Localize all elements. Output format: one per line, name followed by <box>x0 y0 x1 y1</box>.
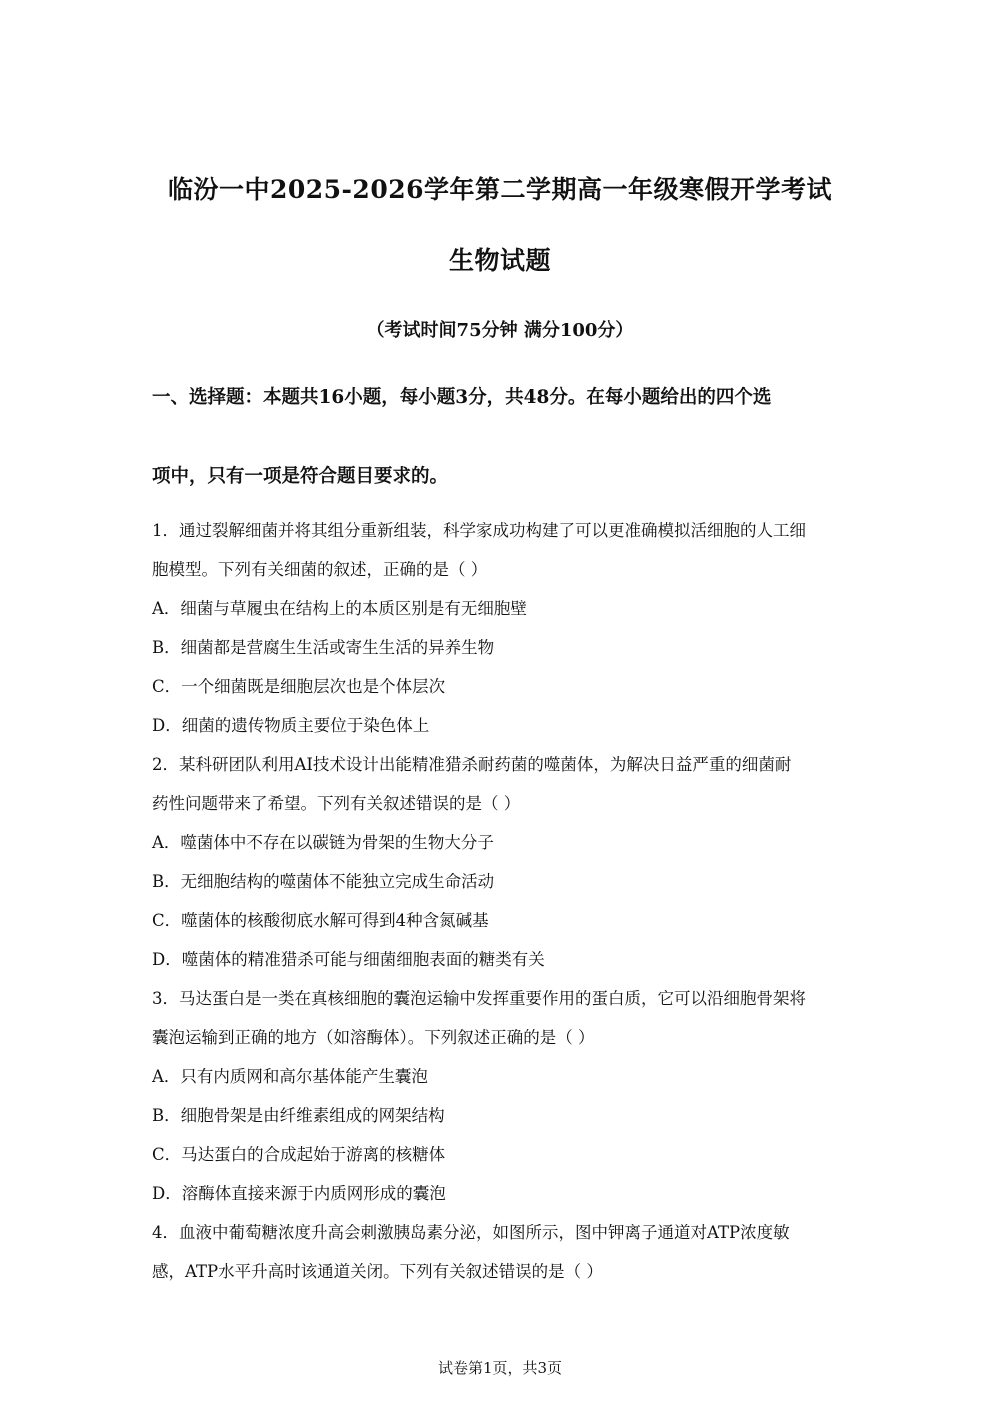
question-1-option-b: B．细菌都是营腐生生活或寄生生活的异养生物 <box>152 638 495 657</box>
section-instructions-line1: 一、选择题：本题共16小题，每小题3分，共48分。在每小题给出的四个选 <box>152 387 772 408</box>
question-3-stem-line1: 3．马达蛋白是一类在真核细胞的囊泡运输中发挥重要作用的蛋白质，它可以沿细胞骨架将 <box>152 989 806 1008</box>
question-1-stem-line2: 胞模型。下列有关细菌的叙述，正确的是（ ） <box>152 560 488 579</box>
question-3-option-b: B．细胞骨架是由纤维素组成的网架结构 <box>152 1106 445 1125</box>
section-instructions-line2: 项中，只有一项是符合题目要求的。 <box>152 466 449 487</box>
question-3-option-d: D．溶酶体直接来源于内质网形成的囊泡 <box>152 1184 446 1203</box>
question-1-stem-line1: 1．通过裂解细菌并将其组分重新组装，科学家成功构建了可以更准确模拟活细胞的人工细 <box>152 521 806 540</box>
question-2-option-c: C．噬菌体的核酸彻底水解可得到4种含氮碱基 <box>152 911 489 930</box>
question-1-option-a: A．细菌与草履虫在结构上的本质区别是有无细胞壁 <box>152 599 527 618</box>
question-3-option-a: A．只有内质网和高尔基体能产生囊泡 <box>152 1067 428 1086</box>
question-2-option-a: A．噬菌体中不存在以碳链为骨架的生物大分子 <box>152 833 494 852</box>
page-footer: 试卷第1页，共3页 <box>437 1359 563 1377</box>
question-2-stem-line2: 药性问题带来了希望。下列有关叙述错误的是（ ） <box>152 794 521 813</box>
question-2-stem-line1: 2．某科研团队利用AI技术设计出能精准猎杀耐药菌的噬菌体，为解决日益严重的细菌耐 <box>152 755 792 774</box>
question-1-option-d: D．细菌的遗传物质主要位于染色体上 <box>152 716 430 735</box>
question-3-option-c: C．马达蛋白的合成起始于游离的核糖体 <box>152 1145 446 1164</box>
exam-info: （考试时间75分钟 满分100分） <box>366 320 634 341</box>
question-4-stem-line1: 4．血液中葡萄糖浓度升高会刺激胰岛素分泌，如图所示，图中钾离子通道对ATP浓度敏 <box>152 1223 790 1242</box>
subject-title: 生物试题 <box>448 246 551 275</box>
exam-title: 临汾一中2025-2026学年第二学期高一年级寒假开学考试 <box>167 175 833 204</box>
question-2-option-d: D．噬菌体的精准猎杀可能与细菌细胞表面的糖类有关 <box>152 950 545 969</box>
question-4-stem-line2: 感，ATP水平升高时该通道关闭。下列有关叙述错误的是（ ） <box>152 1262 603 1281</box>
question-2-option-b: B．无细胞结构的噬菌体不能独立完成生命活动 <box>152 872 495 891</box>
question-1-option-c: C．一个细菌既是细胞层次也是个体层次 <box>152 677 446 696</box>
question-3-stem-line2: 囊泡运输到正确的地方（如溶酶体）。下列叙述正确的是（ ） <box>152 1028 595 1047</box>
